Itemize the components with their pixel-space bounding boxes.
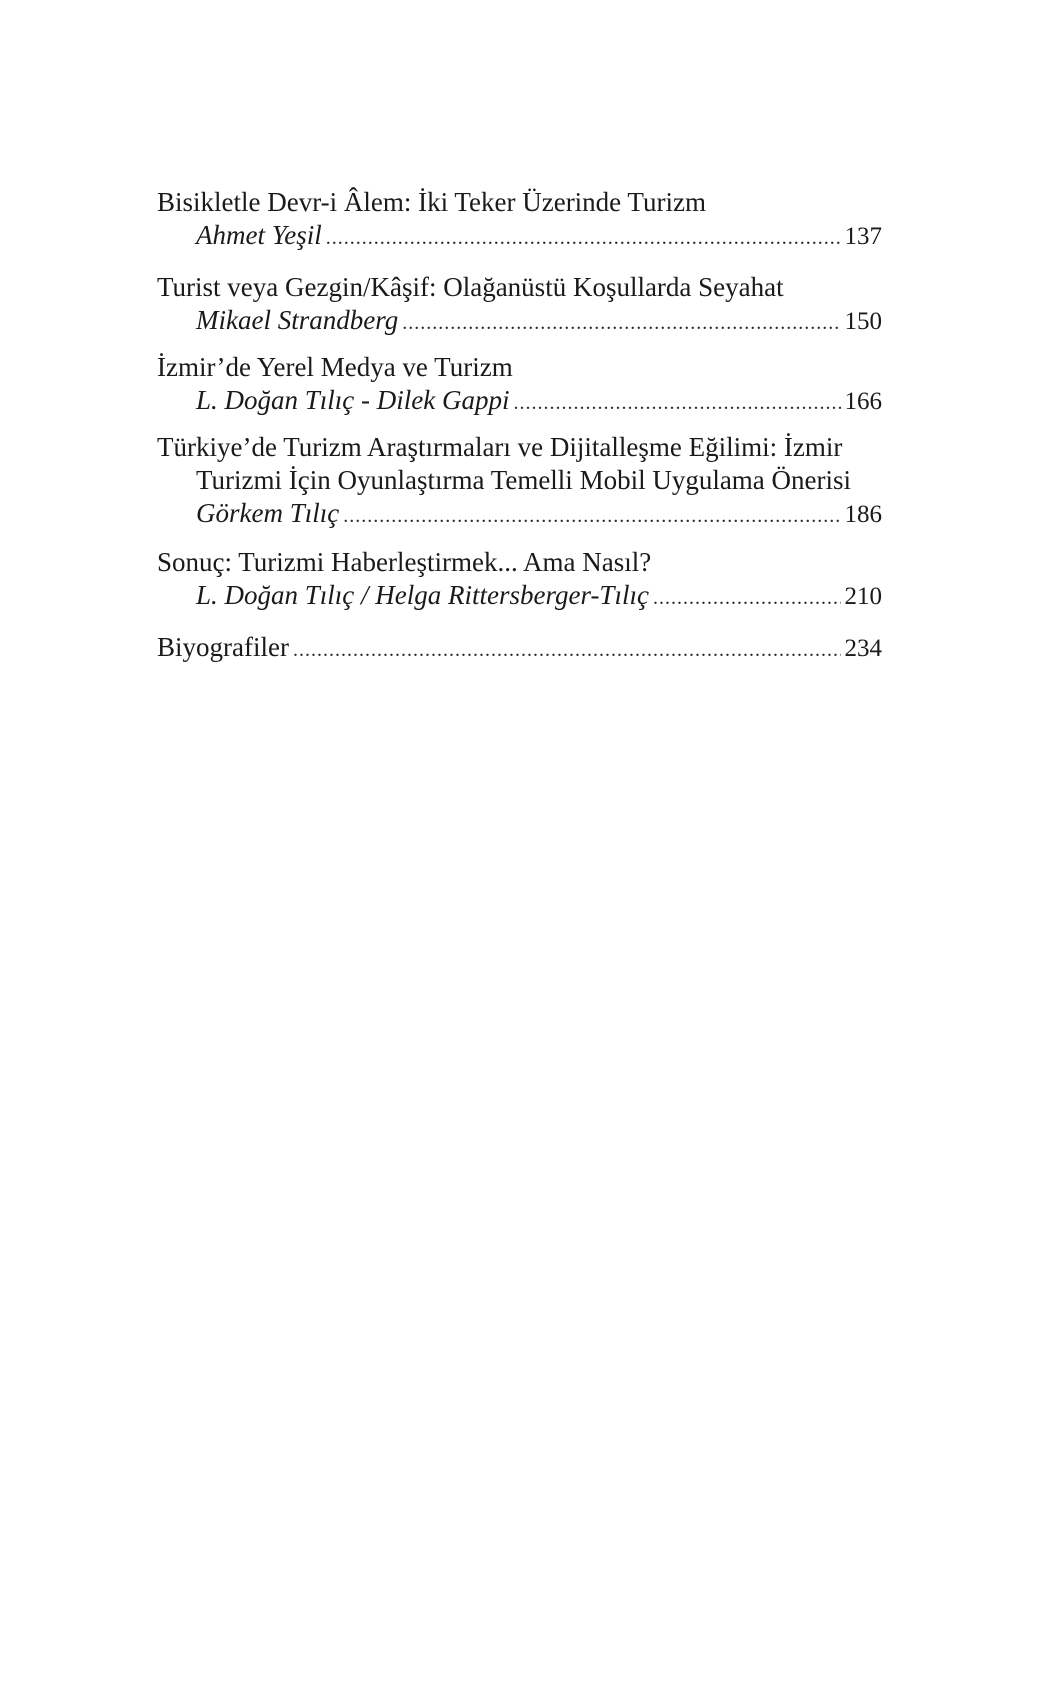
toc-entry-page-number: 150 xyxy=(844,308,882,335)
toc-entry-author-row xyxy=(157,219,882,255)
toc-entry-page-number: 166 xyxy=(844,388,882,415)
dot-leader xyxy=(653,582,841,615)
toc-entry[interactable] xyxy=(157,271,882,340)
toc-entry-page-number: 210 xyxy=(844,583,882,610)
toc-entry-page-number: 234 xyxy=(844,635,882,662)
toc-entry-author: L. Doğan Tılıç / Helga Rittersberger-Tılıç xyxy=(196,580,649,610)
toc-entry[interactable] xyxy=(157,186,882,255)
toc-entry-page-number: 186 xyxy=(844,501,882,528)
toc-entry-author: Mikael Strandberg xyxy=(196,305,399,335)
toc-entry-title-continuation: Turizmi İçin Oyunlaştırma Temelli Mobil Uygulama Önerisi xyxy=(196,465,852,495)
toc-entry[interactable] xyxy=(157,351,882,420)
toc-entry-author-row xyxy=(157,497,882,533)
dot-leader xyxy=(326,222,841,255)
toc-entry-biographies[interactable] xyxy=(157,631,882,667)
toc-entry-title: Sonuç: Turizmi Haberleştirmek... Ama Nasıl? xyxy=(157,547,652,577)
dot-leader xyxy=(513,387,840,420)
toc-entry-author: Görkem Tılıç xyxy=(196,498,340,528)
toc-entry-title: Bisikletle Devr-i Âlem: İki Teker Üzerinde Turizm xyxy=(157,187,706,217)
dot-leader xyxy=(343,500,840,533)
toc-entry-author-row xyxy=(157,384,882,420)
toc-entry-author-row xyxy=(157,304,882,340)
toc-entry-page-number: 137 xyxy=(844,223,882,250)
toc-entry-title: Turist veya Gezgin/Kâşif: Olağanüstü Koşullarda Seyahat xyxy=(157,272,784,302)
toc-entry-author-row xyxy=(157,579,882,615)
toc-entry-title: İzmir’de Yerel Medya ve Turizm xyxy=(157,352,513,382)
toc-entry-title: Biyografiler xyxy=(157,632,289,662)
dot-leader xyxy=(293,634,841,667)
dot-leader xyxy=(402,307,840,340)
toc-entry[interactable] xyxy=(157,431,882,533)
toc-entry[interactable] xyxy=(157,546,882,615)
toc-entry-author: L. Doğan Tılıç - Dilek Gappi xyxy=(196,385,510,415)
table-of-contents xyxy=(157,186,882,667)
toc-entry-title: Türkiye’de Turizm Araştırmaları ve Dijitalleşme Eğilimi: İzmir xyxy=(157,432,843,462)
toc-entry-author: Ahmet Yeşil xyxy=(196,220,322,250)
